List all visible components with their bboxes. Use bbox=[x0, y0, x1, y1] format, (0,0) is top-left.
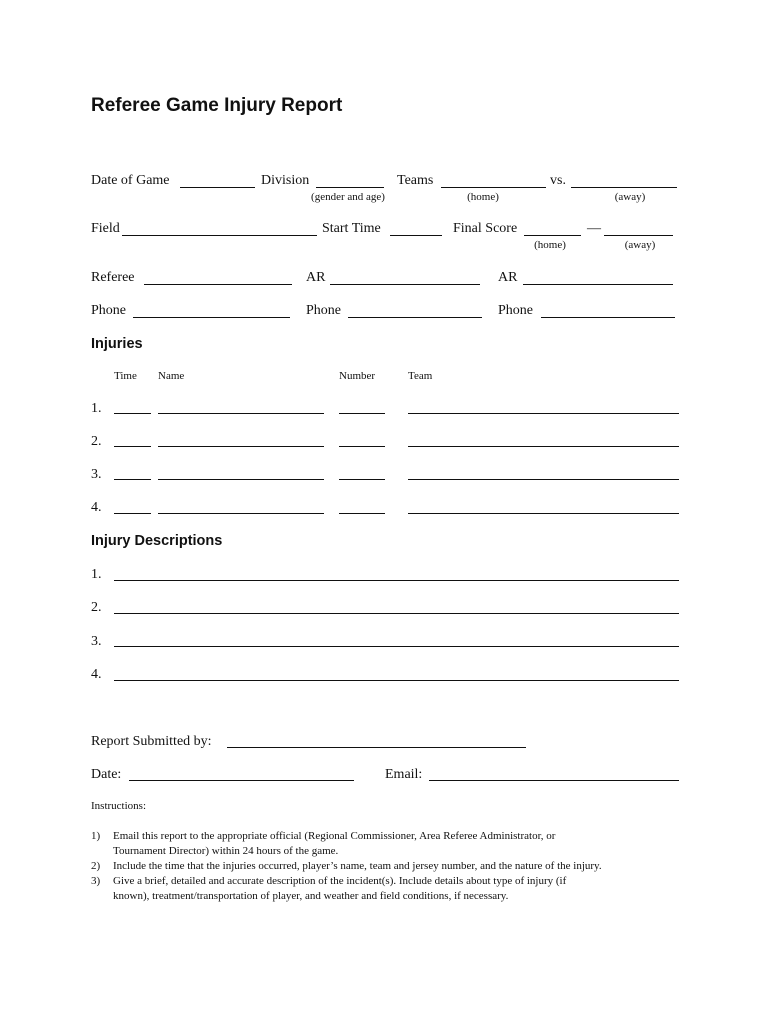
teams-label: Teams bbox=[397, 173, 434, 188]
instruction-text: Tournament Director) within 24 hours of the game. bbox=[113, 845, 339, 857]
away-hint: (away) bbox=[614, 191, 646, 203]
injury-number-field[interactable] bbox=[339, 446, 385, 447]
score-dash: — bbox=[587, 221, 601, 236]
home-score-field[interactable] bbox=[524, 235, 581, 236]
home-team-field[interactable] bbox=[441, 187, 546, 188]
injury-team-field[interactable] bbox=[408, 446, 679, 447]
injuries-heading: Injuries bbox=[91, 336, 143, 352]
injury-name-field[interactable] bbox=[158, 446, 324, 447]
instruction-text: Email this report to the appropriate official (Regional Commissioner, Area Referee Administrator, or bbox=[113, 830, 556, 842]
injury-time-field[interactable] bbox=[114, 479, 151, 480]
description-field[interactable] bbox=[114, 613, 679, 614]
injury-name-field[interactable] bbox=[158, 479, 324, 480]
ar2-label: AR bbox=[498, 270, 518, 285]
score-away-hint: (away) bbox=[624, 239, 656, 251]
home-hint: (home) bbox=[467, 191, 499, 203]
description-field[interactable] bbox=[114, 580, 679, 581]
injury-row-number: 4. bbox=[91, 500, 102, 515]
injury-time-field[interactable] bbox=[114, 513, 151, 514]
referee-phone-label: Phone bbox=[91, 303, 126, 318]
field-label: Field bbox=[91, 221, 120, 236]
ar2-field[interactable] bbox=[523, 284, 673, 285]
away-score-field[interactable] bbox=[604, 235, 673, 236]
injury-descriptions-heading: Injury Descriptions bbox=[91, 533, 223, 549]
instruction-text: Give a brief, detailed and accurate description of the incident(s). Include details about type of injury (if bbox=[113, 875, 567, 887]
injury-row-number: 2. bbox=[91, 434, 102, 449]
col-name-header: Name bbox=[158, 370, 185, 382]
injury-row-number: 3. bbox=[91, 467, 102, 482]
start-time-label: Start Time bbox=[322, 221, 381, 236]
injury-team-field[interactable] bbox=[408, 479, 679, 480]
description-row-number: 3. bbox=[91, 634, 102, 649]
col-number-header: Number bbox=[339, 370, 376, 382]
injury-row-number: 1. bbox=[91, 401, 102, 416]
col-time-header: Time bbox=[114, 370, 137, 382]
ar1-phone-field[interactable] bbox=[348, 317, 482, 318]
instruction-number: 2) bbox=[91, 860, 101, 872]
page-title: Referee Game Injury Report bbox=[91, 95, 343, 116]
ar1-label: AR bbox=[306, 270, 326, 285]
field-field[interactable] bbox=[122, 235, 317, 236]
ar1-phone-label: Phone bbox=[306, 303, 341, 318]
injury-number-field[interactable] bbox=[339, 479, 385, 480]
submission-date-field[interactable] bbox=[129, 780, 354, 781]
ar2-phone-field[interactable] bbox=[541, 317, 675, 318]
col-team-header: Team bbox=[408, 370, 433, 382]
submission-date-label: Date: bbox=[91, 767, 122, 782]
description-field[interactable] bbox=[114, 680, 679, 681]
division-field[interactable] bbox=[316, 187, 384, 188]
date-of-game-label: Date of Game bbox=[91, 173, 170, 188]
away-team-field[interactable] bbox=[571, 187, 677, 188]
ar2-phone-label: Phone bbox=[498, 303, 533, 318]
submission-email-label: Email: bbox=[385, 767, 423, 782]
instruction-text: Include the time that the injuries occurred, player’s name, team and jersey number, and the nature of the injury. bbox=[113, 860, 602, 872]
description-row-number: 4. bbox=[91, 667, 102, 682]
description-row-number: 1. bbox=[91, 567, 102, 582]
instruction-text: known), treatment/transportation of player, and weather and field conditions, if necessary. bbox=[113, 890, 509, 902]
division-label: Division bbox=[261, 173, 310, 188]
injury-time-field[interactable] bbox=[114, 413, 151, 414]
vs-label: vs. bbox=[550, 173, 566, 188]
referee-field[interactable] bbox=[144, 284, 292, 285]
start-time-field[interactable] bbox=[390, 235, 442, 236]
ar1-field[interactable] bbox=[330, 284, 480, 285]
score-home-hint: (home) bbox=[534, 239, 566, 251]
description-field[interactable] bbox=[114, 646, 679, 647]
injury-number-field[interactable] bbox=[339, 513, 385, 514]
injury-time-field[interactable] bbox=[114, 446, 151, 447]
referee-phone-field[interactable] bbox=[133, 317, 290, 318]
instructions-heading: Instructions: bbox=[91, 800, 146, 812]
referee-label: Referee bbox=[91, 270, 135, 285]
final-score-label: Final Score bbox=[453, 221, 518, 236]
date-of-game-field[interactable] bbox=[180, 187, 255, 188]
description-row-number: 2. bbox=[91, 600, 102, 615]
instruction-number: 3) bbox=[91, 875, 101, 887]
injury-team-field[interactable] bbox=[408, 513, 679, 514]
injury-number-field[interactable] bbox=[339, 413, 385, 414]
injury-name-field[interactable] bbox=[158, 513, 324, 514]
instruction-number: 1) bbox=[91, 830, 101, 842]
injury-name-field[interactable] bbox=[158, 413, 324, 414]
submitted-by-field[interactable] bbox=[227, 747, 526, 748]
submission-email-field[interactable] bbox=[429, 780, 679, 781]
submitted-by-label: Report Submitted by: bbox=[91, 734, 212, 749]
injury-team-field[interactable] bbox=[408, 413, 679, 414]
division-hint: (gender and age) bbox=[311, 191, 385, 203]
